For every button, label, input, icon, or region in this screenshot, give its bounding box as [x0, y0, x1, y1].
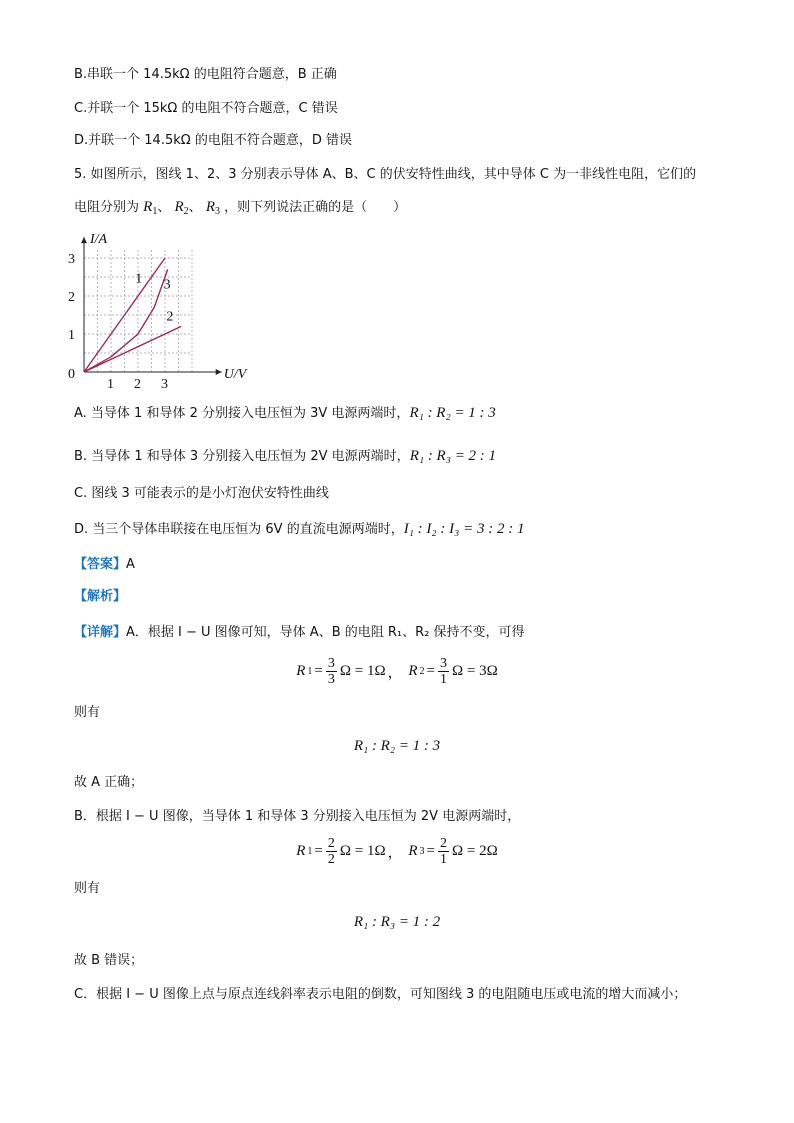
y-tick-label: 2 [68, 290, 75, 305]
x-axis-arrow [216, 369, 222, 375]
q5-prefix: 电阻分别为 [74, 200, 140, 215]
question-5-line1: 5. 如图所示，图线 1、2、3 分别表示导体 A、B、C 的伏安特性曲线，其中导体 C 为一非线性电阻，它们的 [74, 167, 697, 182]
chart-grid [84, 249, 192, 373]
option-a: A. 当导体 1 和导体 2 分别接入电压恒为 3V 电源两端时，R₁ : R₂ = 1 : 3 [74, 405, 496, 421]
series-label-1: 1 [135, 271, 143, 287]
r2-symbol: $R_2$ [174, 199, 189, 217]
prev-option-c: C.并联一个 15kΩ 的电阻不符合题意，C 错误 [74, 101, 338, 116]
r3-symbol: $R_3$ [205, 199, 220, 217]
analysis-tag: 【解析】 [74, 589, 127, 604]
conclusion-a: 故 A 正确； [74, 775, 144, 790]
then-2: 则有 [74, 881, 101, 896]
y-axis-label: I/A [90, 232, 108, 248]
prev-option-b: B.串联一个 14.5kΩ 的电阻符合题意，B 正确 [74, 67, 337, 82]
detail-tag: 【详解】 [74, 625, 127, 640]
answer [74, 556, 135, 574]
q5-suffix: ，则下列说法正确的是（ ） [224, 200, 407, 215]
detail-a: 【详解】A．根据 I − U 图像可知，导体 A、B 的电阻 R₁、R₂ 保持不变，可得 [74, 625, 525, 640]
answer-tag: 【答案】 [74, 557, 127, 572]
iu-chart [66, 230, 256, 390]
y-axis-arrow [81, 237, 87, 243]
equation-1: R 1 = $\frac{3}{3}$ Ω = 1Ω ， R 2 = $\frac{3}{1}$ Ω = 3Ω [296, 656, 498, 687]
x-axis-label: U/V [223, 367, 247, 382]
series-line-2 [84, 326, 181, 372]
option-b: B. 当导体 1 和导体 3 分别接入电压恒为 2V 电源两端时，R₁ : R₃ = 2 : 1 [74, 448, 497, 464]
ratio-2: R₁ : R₃ = 1 : 2 [353, 914, 441, 930]
answer-value: A [126, 557, 135, 572]
detail-b: B．根据 I − U 图像，当导体 1 和导体 3 分别接入电压恒为 2V 电源两端时， [74, 809, 521, 824]
series-label-2: 2 [166, 309, 174, 325]
x-tick-label: 2 [134, 377, 141, 390]
x-tick-label: 1 [107, 377, 114, 390]
then-1: 则有 [74, 705, 101, 720]
option-a-ratio: R₁ : R₂ = 1 : 3 [409, 405, 496, 421]
option-c: C. 图线 3 可能表示的是小灯泡伏安特性曲线 [74, 486, 329, 501]
conclusion-b: 故 B 错误； [74, 953, 144, 968]
option-b-ratio: R₁ : R₃ = 2 : 1 [409, 448, 497, 464]
series-label-3: 3 [163, 277, 171, 293]
series-line-3 [84, 269, 168, 372]
r1-symbol: $R_1$ [143, 199, 158, 217]
ratio-1: R₁ : R₂ = 1 : 3 [353, 738, 441, 754]
option-d-ratio: I₁ : I₂ : I₃ = 3 : 2 : 1 [403, 521, 525, 537]
option-d: D. 当三个导体串联接在电压恒为 6V 的直流电源两端时，I₁ : I₂ : I₃ = 3 : 2 : 1 [74, 521, 525, 537]
origin-label: 0 [68, 367, 75, 382]
y-tick-label: 1 [68, 328, 75, 343]
x-tick-label: 3 [161, 377, 168, 390]
question-5-line2: 电阻分别为 $R_1$、 $R_2$、 $R_3$ ，则下列说法正确的是（ ） [74, 199, 407, 217]
y-tick-label: 3 [68, 252, 75, 267]
equation-2: R 1 = $\frac{2}{2}$ Ω = 1Ω ， R 3 = $\frac{2}{1}$ Ω = 2Ω [296, 836, 498, 867]
prev-option-d: D.并联一个 14.5kΩ 的电阻不符合题意，D 错误 [74, 133, 352, 148]
detail-c: C．根据 I − U 图像上点与原点连线斜率表示电阻的倒数，可知图线 3 的电阻随电压或电流的增大而减小； [74, 987, 687, 1002]
